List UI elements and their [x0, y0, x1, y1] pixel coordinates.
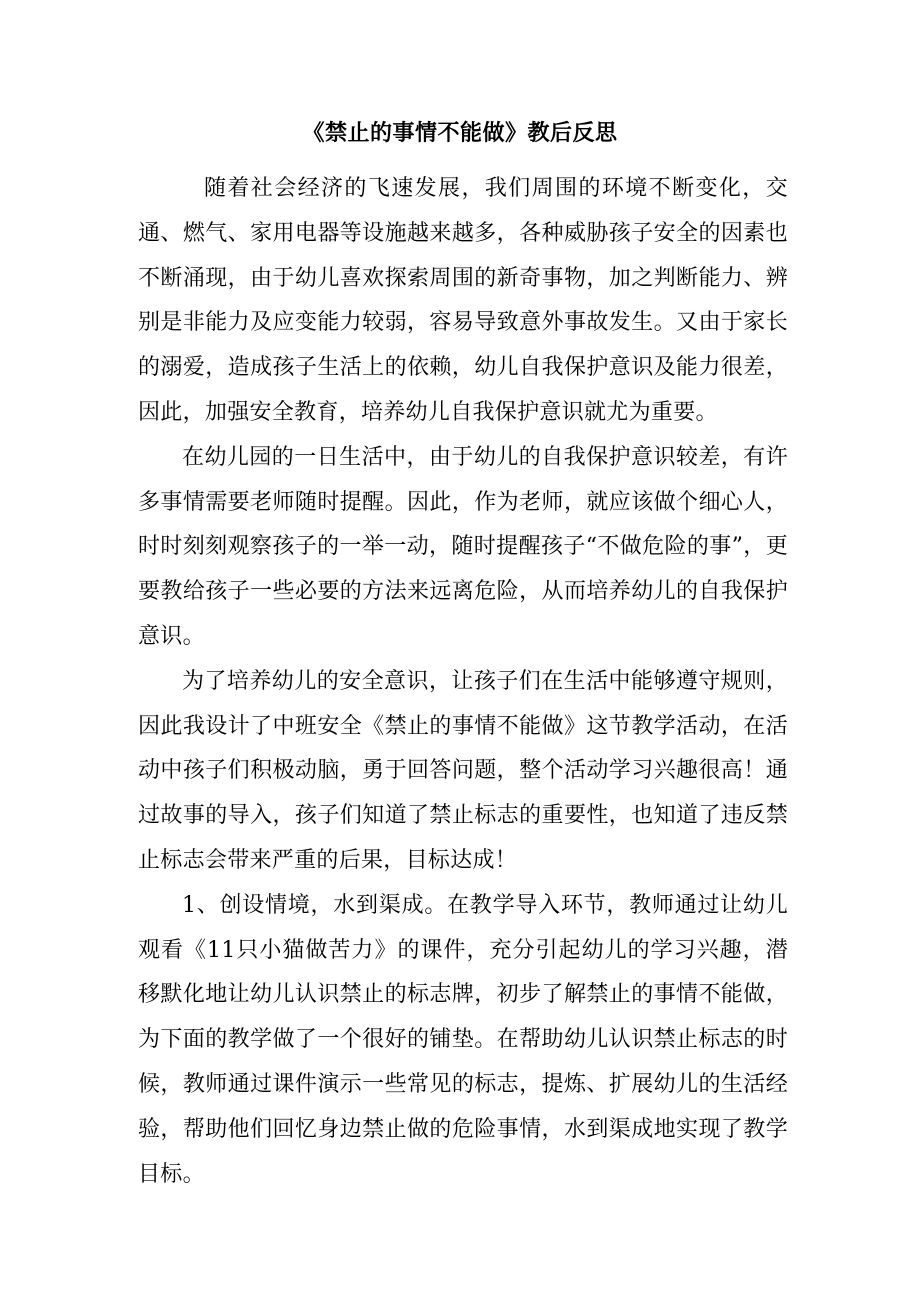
paragraph-3: 为了培养幼儿的安全意识，让孩子们在生活中能够遵守规则，因此我设计了中班安全《禁止的事情不能做》这节教学活动，在活动中孩子们积极动脑，勇于回答问题，整个活动学习兴趣很高！通过故事的导入，孩子们知道了禁止标志的重要性，也知道了违反禁止标志会带来严重的后果，目标达成！ — [138, 668, 788, 873]
paragraph-1: 随着社会经济的飞速发展，我们周围的环境不断变化，交通、燃气、家用电器等设施越来越多，各种威胁孩子安全的因素也不断涌现，由于幼儿喜欢探索周围的新奇事物，加之判断能力、辨别是非能力及应变能力较弱，容易导致意外事故发生。又由于家长的溺爱，造成孩子生活上的依赖，幼儿自我保护意识及能力很差，因此，加强安全教育，培养幼儿自我保护意识就尤为重要。 — [138, 176, 788, 425]
paragraph-2: 在幼儿园的一日生活中，由于幼儿的自我保护意识较差，有许多事情需要老师随时提醒。因此，作为老师，就应该做个细心人，时时刻刻观察孩子的一举一动，随时提醒孩子“不做危险的事”，更要教给孩子一些必要的方法来远离危险，从而培养幼儿的自我保护意识。 — [138, 444, 788, 649]
document-title: 《禁止的事情不能做》教后反思 — [302, 121, 618, 146]
paragraph-4: 1、创设情境，水到渠成。在教学导入环节，教师通过让幼儿观看《11只小猫做苦力》的课件，充分引起幼儿的学习兴趣，潜移默化地让幼儿认识禁止的标志牌，初步了解禁止的事情不能做，为下面的教学做了一个很好的铺垫。在帮助幼儿认识禁止标志的时候，教师通过课件演示一些常见的标志，提炼、扩展幼儿的生活经验，帮助他们回忆身边禁止做的危险事情，水到渠成地实现了教学目标。 — [138, 892, 788, 1187]
document-body — [138, 167, 788, 1197]
